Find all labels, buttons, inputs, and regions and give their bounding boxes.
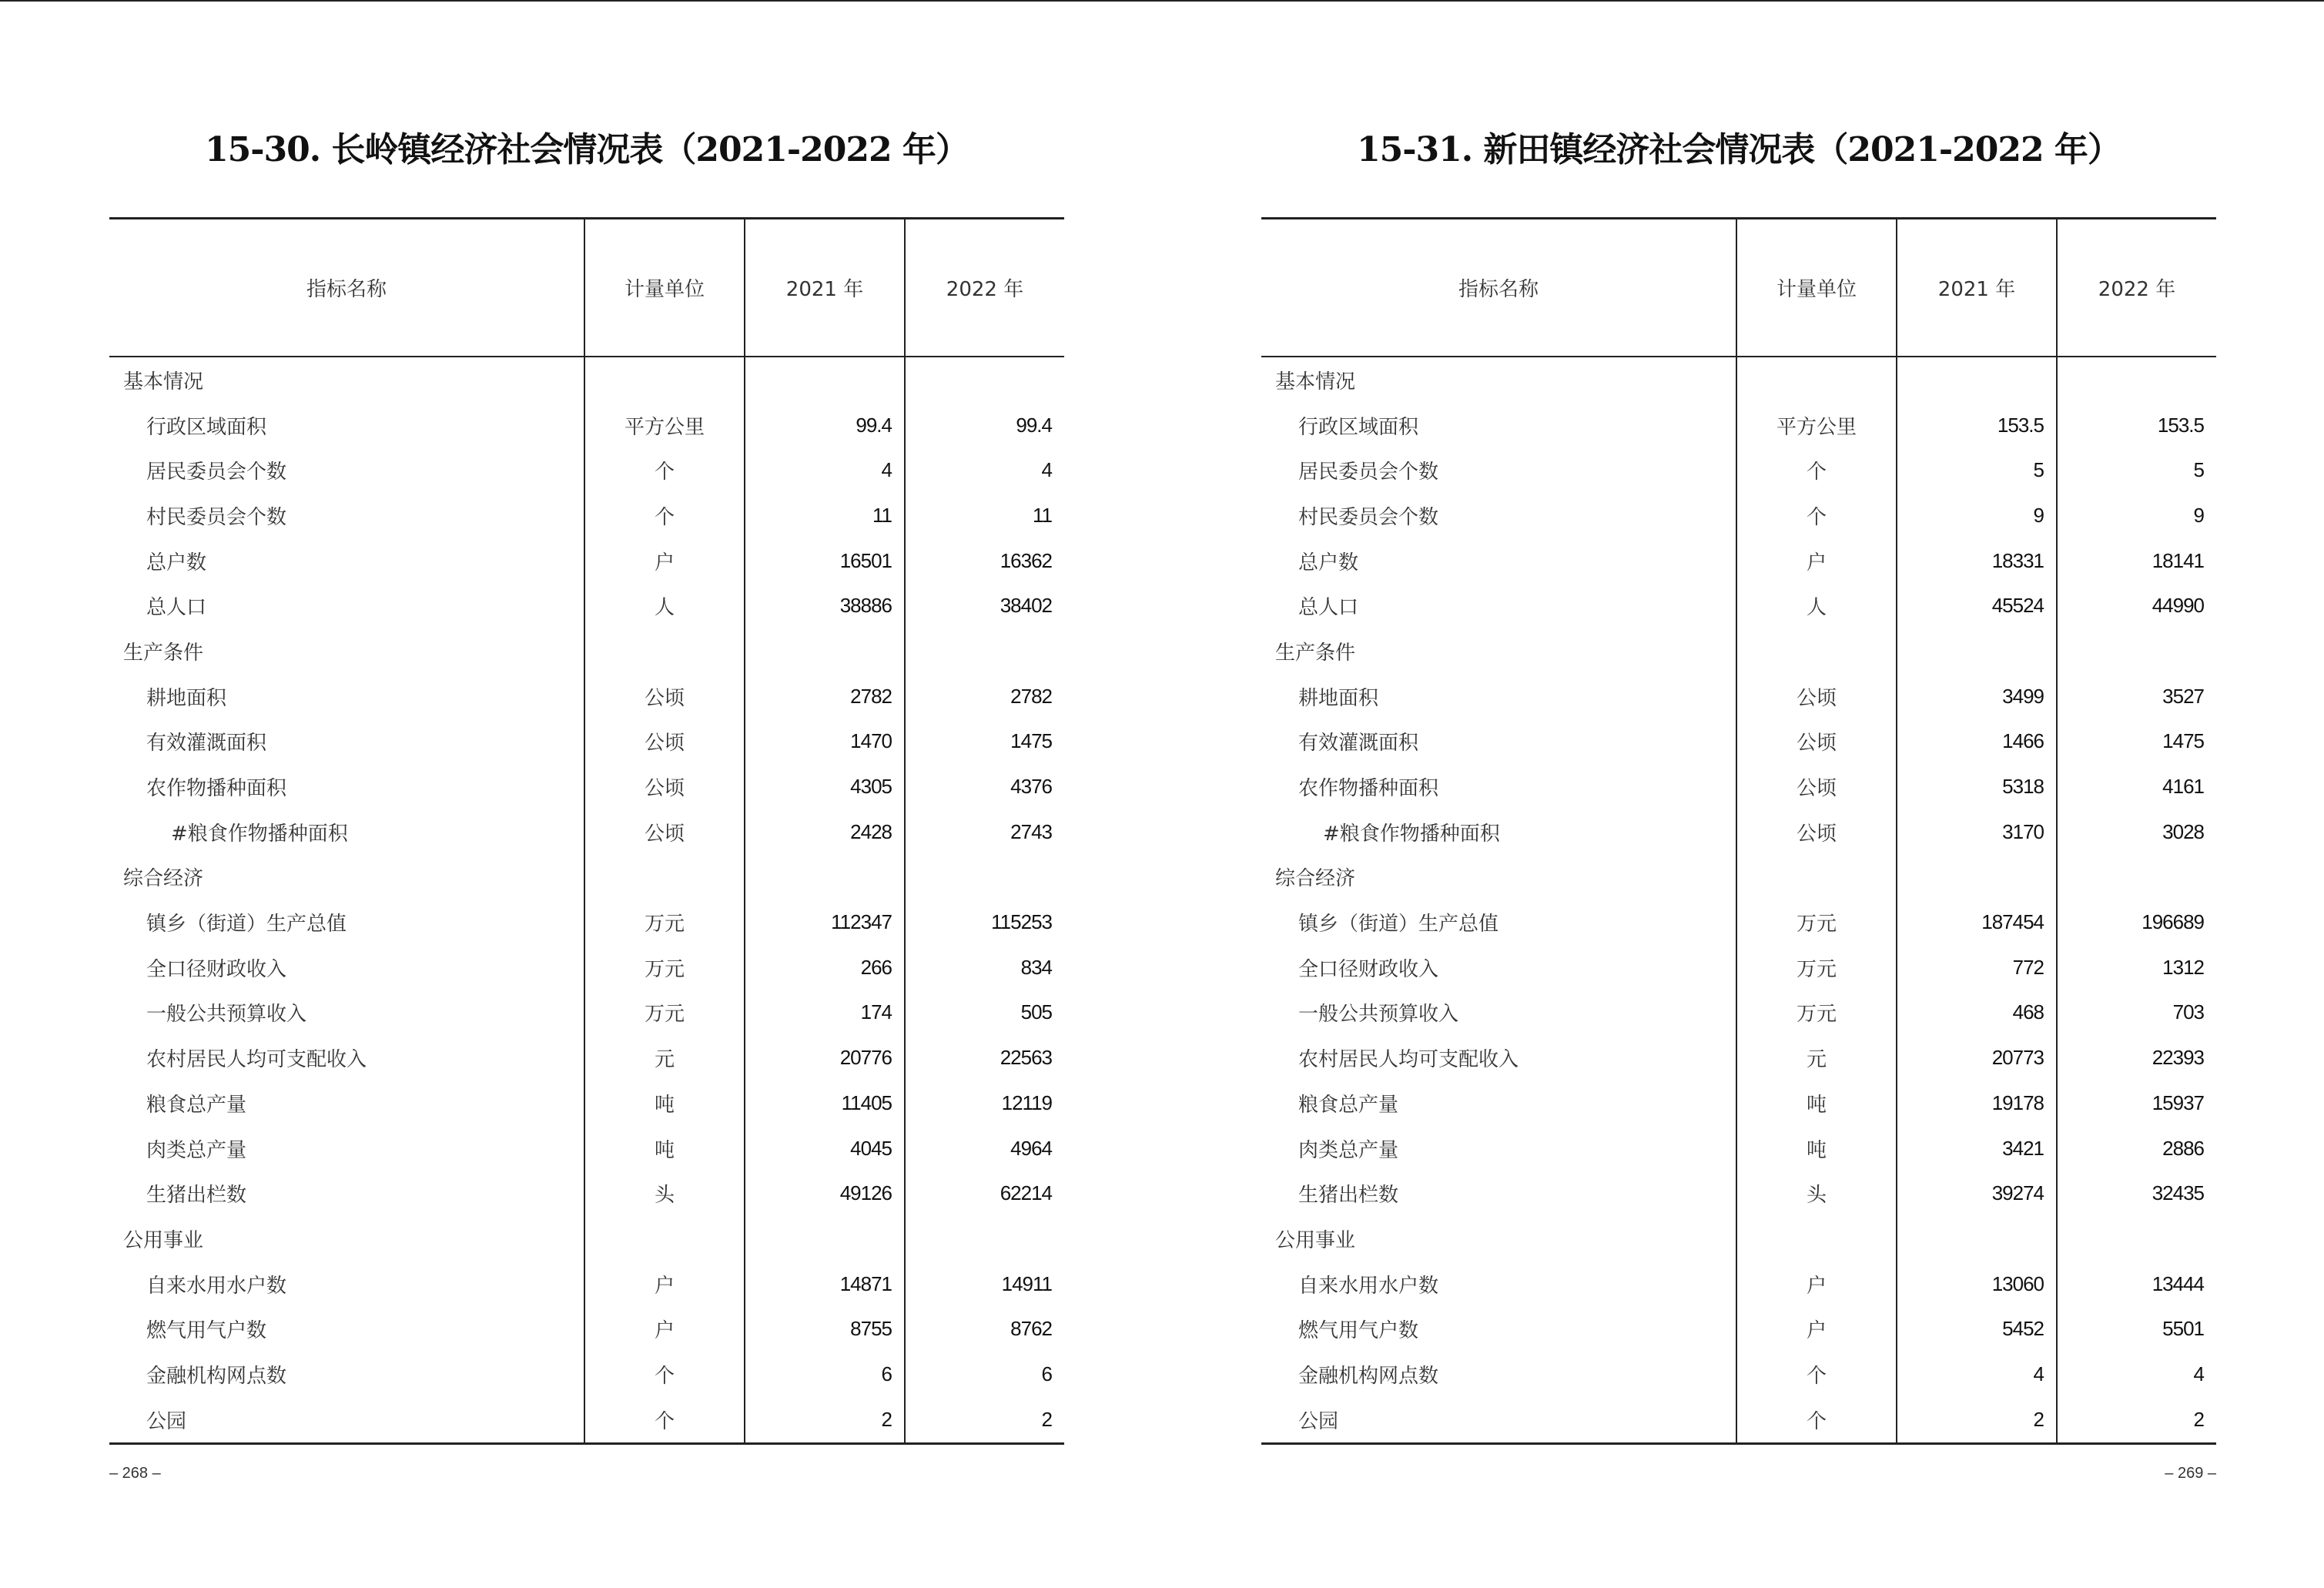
value-2021: 6 [745, 1352, 905, 1397]
unit-cell [584, 1216, 745, 1261]
value-2021: 49126 [745, 1171, 905, 1216]
table-row [1261, 1035, 2216, 1080]
unit-cell: 人 [584, 583, 745, 628]
value-2022: 5501 [2057, 1306, 2216, 1352]
indicator-name: 总户数 [1298, 551, 1359, 575]
section-label: 基本情况 [1275, 370, 1356, 394]
section-row [1261, 628, 2216, 674]
table-row [1261, 764, 2216, 809]
value-2021 [1897, 855, 2057, 900]
value-2022: 3527 [2057, 674, 2216, 719]
value-2022: 18141 [2057, 538, 2216, 584]
value-2021: 4305 [745, 764, 905, 809]
table-row [109, 403, 1064, 448]
indicator-name: 肉类总产量 [1298, 1138, 1399, 1162]
value-2022: 9 [2057, 493, 2216, 538]
unit-cell: 吨 [584, 1080, 745, 1126]
header-unit: 计量单位 [584, 219, 745, 357]
section-row [109, 855, 1064, 900]
value-2022 [905, 1216, 1064, 1261]
section-label: 基本情况 [123, 370, 204, 394]
value-2022: 703 [2057, 990, 2216, 1036]
unit-cell: 公顷 [584, 674, 745, 719]
table-body-xintian [1261, 357, 2216, 1443]
value-2021 [745, 1216, 905, 1261]
table-row [1261, 1306, 2216, 1352]
unit-cell: 个 [584, 493, 745, 538]
value-2021: 20773 [1897, 1035, 2057, 1080]
table-row [109, 538, 1064, 584]
indicator-name: 总户数 [146, 551, 207, 575]
unit-cell: 个 [1736, 447, 1897, 493]
indicator-name: 粮食总产量 [146, 1093, 247, 1117]
indicator-name: 生猪出栏数 [146, 1184, 247, 1208]
page-number-right: – 269 – [2165, 1465, 2216, 1482]
table-header-row [109, 219, 1064, 357]
value-2022: 2743 [905, 809, 1064, 855]
value-2022: 12119 [905, 1080, 1064, 1126]
unit-cell: 万元 [1736, 945, 1897, 990]
table-row [109, 1261, 1064, 1307]
unit-cell: 个 [584, 1352, 745, 1397]
unit-cell [584, 855, 745, 900]
unit-cell: 户 [1736, 538, 1897, 584]
section-row [1261, 357, 2216, 403]
indicator-name: 村民委员会个数 [146, 505, 287, 529]
value-2022: 2886 [2057, 1126, 2216, 1171]
value-2022: 22393 [2057, 1035, 2216, 1080]
value-2021: 153.5 [1897, 403, 2057, 448]
page-number-left: – 268 – [109, 1465, 161, 1482]
unit-cell: 公顷 [584, 764, 745, 809]
table-row [1261, 674, 2216, 719]
value-2022: 99.4 [905, 403, 1064, 448]
value-2022: 153.5 [2057, 403, 2216, 448]
indicator-name: 一般公共预算收入 [146, 1003, 307, 1027]
indicator-name: 生猪出栏数 [1298, 1184, 1399, 1208]
table-header-row [1261, 219, 2216, 357]
indicator-name: 自来水用水户数 [1298, 1274, 1439, 1298]
right-page [1261, 0, 2216, 1588]
unit-cell: 公顷 [584, 809, 745, 855]
value-2021: 3499 [1897, 674, 2057, 719]
indicator-name: 村民委员会个数 [1298, 505, 1439, 529]
indicator-name: 镇乡（街道）生产总值 [146, 913, 347, 936]
unit-cell: 公顷 [1736, 809, 1897, 855]
value-2021 [1897, 628, 2057, 674]
value-2022: 8762 [905, 1306, 1064, 1352]
section-row [109, 628, 1064, 674]
value-2021: 2 [745, 1397, 905, 1443]
section-row [1261, 855, 2216, 900]
indicator-name: 总人口 [146, 596, 207, 620]
unit-cell [1736, 628, 1897, 674]
unit-cell: 户 [1736, 1306, 1897, 1352]
stats-table-xintian [1261, 217, 2216, 1445]
value-2022: 2 [905, 1397, 1064, 1443]
value-2021: 187454 [1897, 900, 2057, 945]
table-row [109, 1080, 1064, 1126]
value-2022: 1475 [2057, 719, 2216, 765]
table-row [1261, 1352, 2216, 1397]
unit-cell: 户 [584, 1306, 745, 1352]
value-2022: 15937 [2057, 1080, 2216, 1126]
table-row [1261, 1080, 2216, 1126]
table-row [1261, 1261, 2216, 1307]
header-indicator-name: 指标名称 [109, 219, 584, 357]
value-2021: 4045 [745, 1126, 905, 1171]
value-2021: 20776 [745, 1035, 905, 1080]
indicator-name: 金融机构网点数 [1298, 1364, 1439, 1388]
value-2021: 2428 [745, 809, 905, 855]
value-2022: 4376 [905, 764, 1064, 809]
value-2022: 5 [2057, 447, 2216, 493]
value-2021: 1470 [745, 719, 905, 765]
unit-cell: 吨 [1736, 1080, 1897, 1126]
stats-table-changling [109, 217, 1064, 1445]
section-label: 生产条件 [1275, 641, 1356, 665]
unit-cell: 头 [1736, 1171, 1897, 1216]
value-2021: 16501 [745, 538, 905, 584]
indicator-name: 农作物播种面积 [1298, 777, 1439, 801]
value-2022: 4964 [905, 1126, 1064, 1171]
indicator-name: 总人口 [1298, 596, 1359, 620]
header-year-2021: 2021 年 [745, 219, 905, 357]
value-2021: 174 [745, 990, 905, 1036]
table-row [1261, 1171, 2216, 1216]
table-title-changling: 15-30. 长岭镇经济社会情况表（2021-2022 年） [205, 130, 969, 169]
value-2021: 2782 [745, 674, 905, 719]
value-2022: 2782 [905, 674, 1064, 719]
table-row [1261, 447, 2216, 493]
value-2021: 38886 [745, 583, 905, 628]
unit-cell: 万元 [1736, 900, 1897, 945]
left-page [109, 0, 1064, 1588]
table-row [109, 1171, 1064, 1216]
table-body-changling [109, 357, 1064, 1443]
unit-cell: 户 [584, 538, 745, 584]
indicator-name: 农村居民人均可支配收入 [146, 1048, 367, 1072]
value-2021: 5452 [1897, 1306, 2057, 1352]
unit-cell: 个 [1736, 1352, 1897, 1397]
value-2021: 11 [745, 493, 905, 538]
indicator-name: 行政区域面积 [1298, 415, 1419, 439]
section-label: 公用事业 [1275, 1228, 1356, 1252]
indicator-name: 耕地面积 [1298, 686, 1379, 710]
section-label: 公用事业 [123, 1228, 204, 1252]
table-row [109, 1035, 1064, 1080]
value-2022: 22563 [905, 1035, 1064, 1080]
table-row [109, 1126, 1064, 1171]
value-2021: 18331 [1897, 538, 2057, 584]
table-row [109, 1306, 1064, 1352]
indicator-name: 农作物播种面积 [146, 777, 287, 801]
header-year-2022: 2022 年 [2057, 219, 2216, 357]
value-2022 [2057, 628, 2216, 674]
unit-cell: 公顷 [1736, 674, 1897, 719]
table-row [109, 447, 1064, 493]
value-2022: 4 [2057, 1352, 2216, 1397]
table-row [109, 1397, 1064, 1443]
value-2022 [2057, 357, 2216, 403]
value-2021: 468 [1897, 990, 2057, 1036]
table-row [1261, 719, 2216, 765]
value-2022: 14911 [905, 1261, 1064, 1307]
section-row [109, 357, 1064, 403]
value-2021: 1466 [1897, 719, 2057, 765]
table-row [109, 493, 1064, 538]
section-label: 生产条件 [123, 641, 204, 665]
indicator-name: 镇乡（街道）生产总值 [1298, 913, 1499, 936]
header-indicator-name: 指标名称 [1261, 219, 1736, 357]
table-row [109, 945, 1064, 990]
table-row [109, 764, 1064, 809]
header-unit: 计量单位 [1736, 219, 1897, 357]
value-2021: 8755 [745, 1306, 905, 1352]
indicator-name: 金融机构网点数 [146, 1364, 287, 1388]
value-2022: 834 [905, 945, 1064, 990]
value-2021: 99.4 [745, 403, 905, 448]
indicator-name: 居民委员会个数 [146, 461, 287, 484]
value-2021: 9 [1897, 493, 2057, 538]
header-year-2022: 2022 年 [905, 219, 1064, 357]
table-row [109, 674, 1064, 719]
unit-cell [1736, 357, 1897, 403]
indicator-name: 公园 [1298, 1409, 1339, 1433]
indicator-name: 燃气用气户数 [1298, 1319, 1419, 1343]
indicator-name: 粮食总产量 [1298, 1093, 1399, 1117]
value-2021: 14871 [745, 1261, 905, 1307]
unit-cell: 公顷 [584, 719, 745, 765]
indicator-name: 肉类总产量 [146, 1138, 247, 1162]
indicator-name: 耕地面积 [146, 686, 227, 710]
unit-cell: 头 [584, 1171, 745, 1216]
unit-cell: 吨 [584, 1126, 745, 1171]
value-2021: 45524 [1897, 583, 2057, 628]
indicator-name: #粮食作物播种面积 [1323, 822, 1500, 846]
value-2021: 112347 [745, 900, 905, 945]
value-2022: 11 [905, 493, 1064, 538]
value-2022: 38402 [905, 583, 1064, 628]
unit-cell: 平方公里 [584, 403, 745, 448]
indicator-name: 一般公共预算收入 [1298, 1003, 1459, 1027]
value-2021: 13060 [1897, 1261, 2057, 1307]
value-2022: 505 [905, 990, 1064, 1036]
value-2021 [745, 855, 905, 900]
unit-cell: 元 [584, 1035, 745, 1080]
value-2021: 772 [1897, 945, 2057, 990]
table-row [1261, 403, 2216, 448]
value-2022: 6 [905, 1352, 1064, 1397]
value-2022: 3028 [2057, 809, 2216, 855]
indicator-name: 全口径财政收入 [146, 957, 287, 981]
value-2021: 266 [745, 945, 905, 990]
value-2021: 2 [1897, 1397, 2057, 1443]
unit-cell: 个 [584, 1397, 745, 1443]
indicator-name: 有效灌溉面积 [146, 732, 267, 755]
table-row [1261, 945, 2216, 990]
table-row [1261, 538, 2216, 584]
unit-cell [1736, 1216, 1897, 1261]
unit-cell: 户 [584, 1261, 745, 1307]
table-title-xintian: 15-31. 新田镇经济社会情况表（2021-2022 年） [1357, 130, 2121, 169]
section-row [1261, 1216, 2216, 1261]
value-2022: 196689 [2057, 900, 2216, 945]
indicator-name: 公园 [146, 1409, 187, 1433]
unit-cell [1736, 855, 1897, 900]
table-row [109, 583, 1064, 628]
unit-cell: 公顷 [1736, 764, 1897, 809]
value-2021: 4 [745, 447, 905, 493]
section-label: 综合经济 [123, 867, 204, 891]
table-row [1261, 583, 2216, 628]
table-row [1261, 990, 2216, 1036]
section-label: 综合经济 [1275, 867, 1356, 891]
table-row [109, 719, 1064, 765]
indicator-name: 居民委员会个数 [1298, 461, 1439, 484]
value-2021: 11405 [745, 1080, 905, 1126]
table-row [1261, 493, 2216, 538]
value-2022: 1475 [905, 719, 1064, 765]
table-row [1261, 809, 2216, 855]
unit-cell: 平方公里 [1736, 403, 1897, 448]
value-2022 [2057, 855, 2216, 900]
table-row [1261, 900, 2216, 945]
value-2022: 4161 [2057, 764, 2216, 809]
unit-cell: 人 [1736, 583, 1897, 628]
table-row [109, 990, 1064, 1036]
table-row [109, 900, 1064, 945]
indicator-name: 自来水用水户数 [146, 1274, 287, 1298]
table-row [109, 1352, 1064, 1397]
value-2021: 19178 [1897, 1080, 2057, 1126]
unit-cell: 个 [1736, 493, 1897, 538]
table-row [1261, 1397, 2216, 1443]
unit-cell: 万元 [1736, 990, 1897, 1036]
indicator-name: 行政区域面积 [146, 415, 267, 439]
value-2022 [2057, 1216, 2216, 1261]
table-row [109, 809, 1064, 855]
value-2021: 39274 [1897, 1171, 2057, 1216]
value-2021 [745, 628, 905, 674]
value-2022: 115253 [905, 900, 1064, 945]
value-2022: 4 [905, 447, 1064, 493]
value-2021 [1897, 357, 2057, 403]
unit-cell: 元 [1736, 1035, 1897, 1080]
section-row [109, 1216, 1064, 1261]
table-row [1261, 1126, 2216, 1171]
unit-cell: 万元 [584, 945, 745, 990]
indicator-name: 全口径财政收入 [1298, 957, 1439, 981]
value-2021 [745, 357, 905, 403]
header-year-2021: 2021 年 [1897, 219, 2057, 357]
value-2021: 4 [1897, 1352, 2057, 1397]
value-2021 [1897, 1216, 2057, 1261]
value-2021: 5 [1897, 447, 2057, 493]
value-2022: 13444 [2057, 1261, 2216, 1307]
indicator-name: 有效灌溉面积 [1298, 732, 1419, 755]
value-2022: 2 [2057, 1397, 2216, 1443]
value-2021: 3421 [1897, 1126, 2057, 1171]
value-2022 [905, 357, 1064, 403]
unit-cell: 户 [1736, 1261, 1897, 1307]
value-2022: 32435 [2057, 1171, 2216, 1216]
unit-cell [584, 357, 745, 403]
unit-cell: 个 [584, 447, 745, 493]
indicator-name: 农村居民人均可支配收入 [1298, 1048, 1519, 1072]
unit-cell: 吨 [1736, 1126, 1897, 1171]
indicator-name: #粮食作物播种面积 [171, 822, 348, 846]
value-2021: 5318 [1897, 764, 2057, 809]
unit-cell: 公顷 [1736, 719, 1897, 765]
unit-cell: 个 [1736, 1397, 1897, 1443]
value-2022: 44990 [2057, 583, 2216, 628]
value-2021: 3170 [1897, 809, 2057, 855]
value-2022: 62214 [905, 1171, 1064, 1216]
value-2022: 16362 [905, 538, 1064, 584]
unit-cell: 万元 [584, 900, 745, 945]
unit-cell [584, 628, 745, 674]
unit-cell: 万元 [584, 990, 745, 1036]
value-2022: 1312 [2057, 945, 2216, 990]
value-2022 [905, 628, 1064, 674]
indicator-name: 燃气用气户数 [146, 1319, 267, 1343]
value-2022 [905, 855, 1064, 900]
